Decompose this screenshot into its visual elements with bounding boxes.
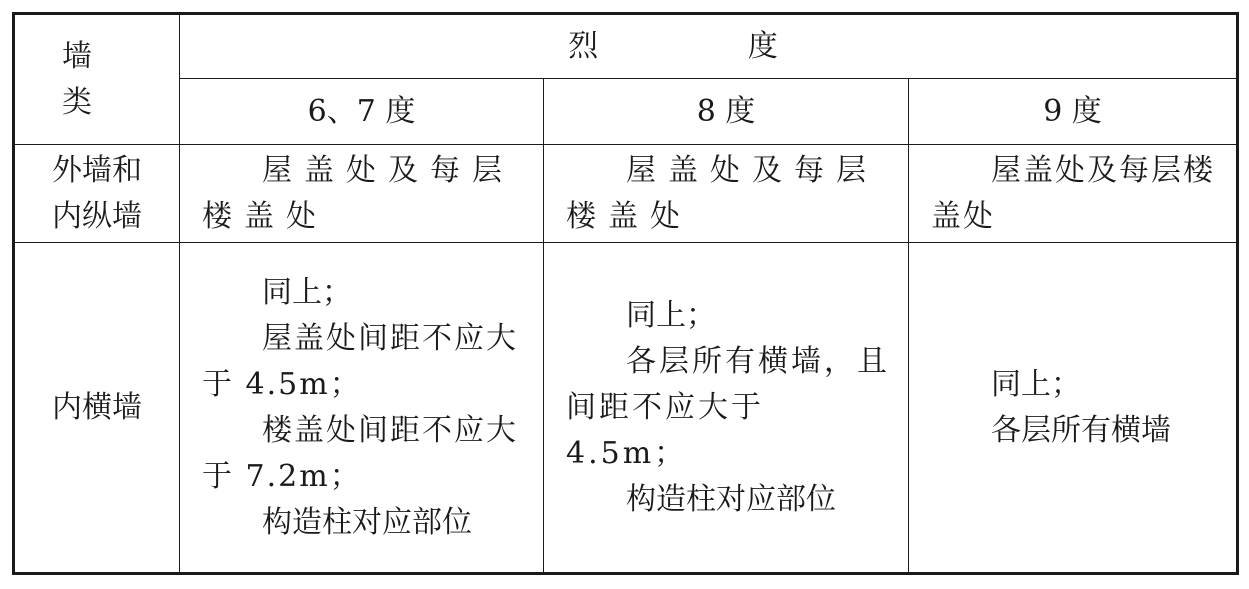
intensity-header	[180, 14, 1238, 79]
wall-type-line: 内横墙	[52, 389, 142, 425]
intensity-level-text: 6、7 度	[307, 93, 416, 129]
spacing-table-wrapper	[12, 12, 1239, 575]
requirement-text: 屋盖处及每层楼盖处	[202, 152, 514, 234]
header-row-levels	[14, 79, 1238, 145]
ring-beam-spacing-table	[12, 12, 1239, 575]
intensity-level-8	[544, 79, 909, 145]
wall-type-cell	[14, 243, 180, 574]
requirement-text: 屋盖处间距不应大于 4.5m；	[202, 320, 518, 402]
requirement-cell	[909, 145, 1238, 243]
intensity-level-text: 9 度	[1043, 93, 1102, 129]
table-row	[14, 145, 1238, 243]
requirement-cell	[544, 145, 909, 243]
requirement-cell	[180, 145, 544, 243]
requirement-text: 屋盖处及每层楼盖处	[566, 152, 878, 234]
requirement-text: 各层所有横墙	[991, 412, 1171, 448]
requirement-text: 屋盖处及每层楼盖处	[931, 152, 1215, 234]
requirement-text: 各层所有横墙，且间距不应大于 4.5m；	[566, 343, 890, 471]
requirement-text: 构造柱对应部位	[262, 504, 472, 540]
wall-type-cell	[14, 145, 180, 243]
intensity-level-text: 8 度	[696, 93, 756, 129]
requirement-cell	[180, 243, 544, 574]
requirement-cell	[909, 243, 1238, 574]
intensity-header-text: 烈 度	[568, 28, 848, 64]
requirement-text: 同上；	[262, 274, 352, 310]
wall-type-line: 内纵墙	[52, 198, 142, 234]
table-row	[14, 243, 1238, 574]
requirement-text: 同上；	[991, 366, 1081, 402]
requirement-cell	[544, 243, 909, 574]
wall-type-header	[14, 14, 180, 145]
requirement-text: 楼盖处间距不应大于 7.2m；	[202, 412, 518, 494]
requirement-text: 同上；	[626, 297, 716, 333]
requirement-text: 构造柱对应部位	[626, 481, 836, 517]
intensity-level-9	[909, 79, 1238, 145]
wall-type-header-text: 墙 类	[62, 38, 132, 120]
intensity-level-6-7	[180, 79, 544, 145]
header-row-intensity	[14, 14, 1238, 79]
wall-type-line: 外墙和	[52, 152, 142, 188]
